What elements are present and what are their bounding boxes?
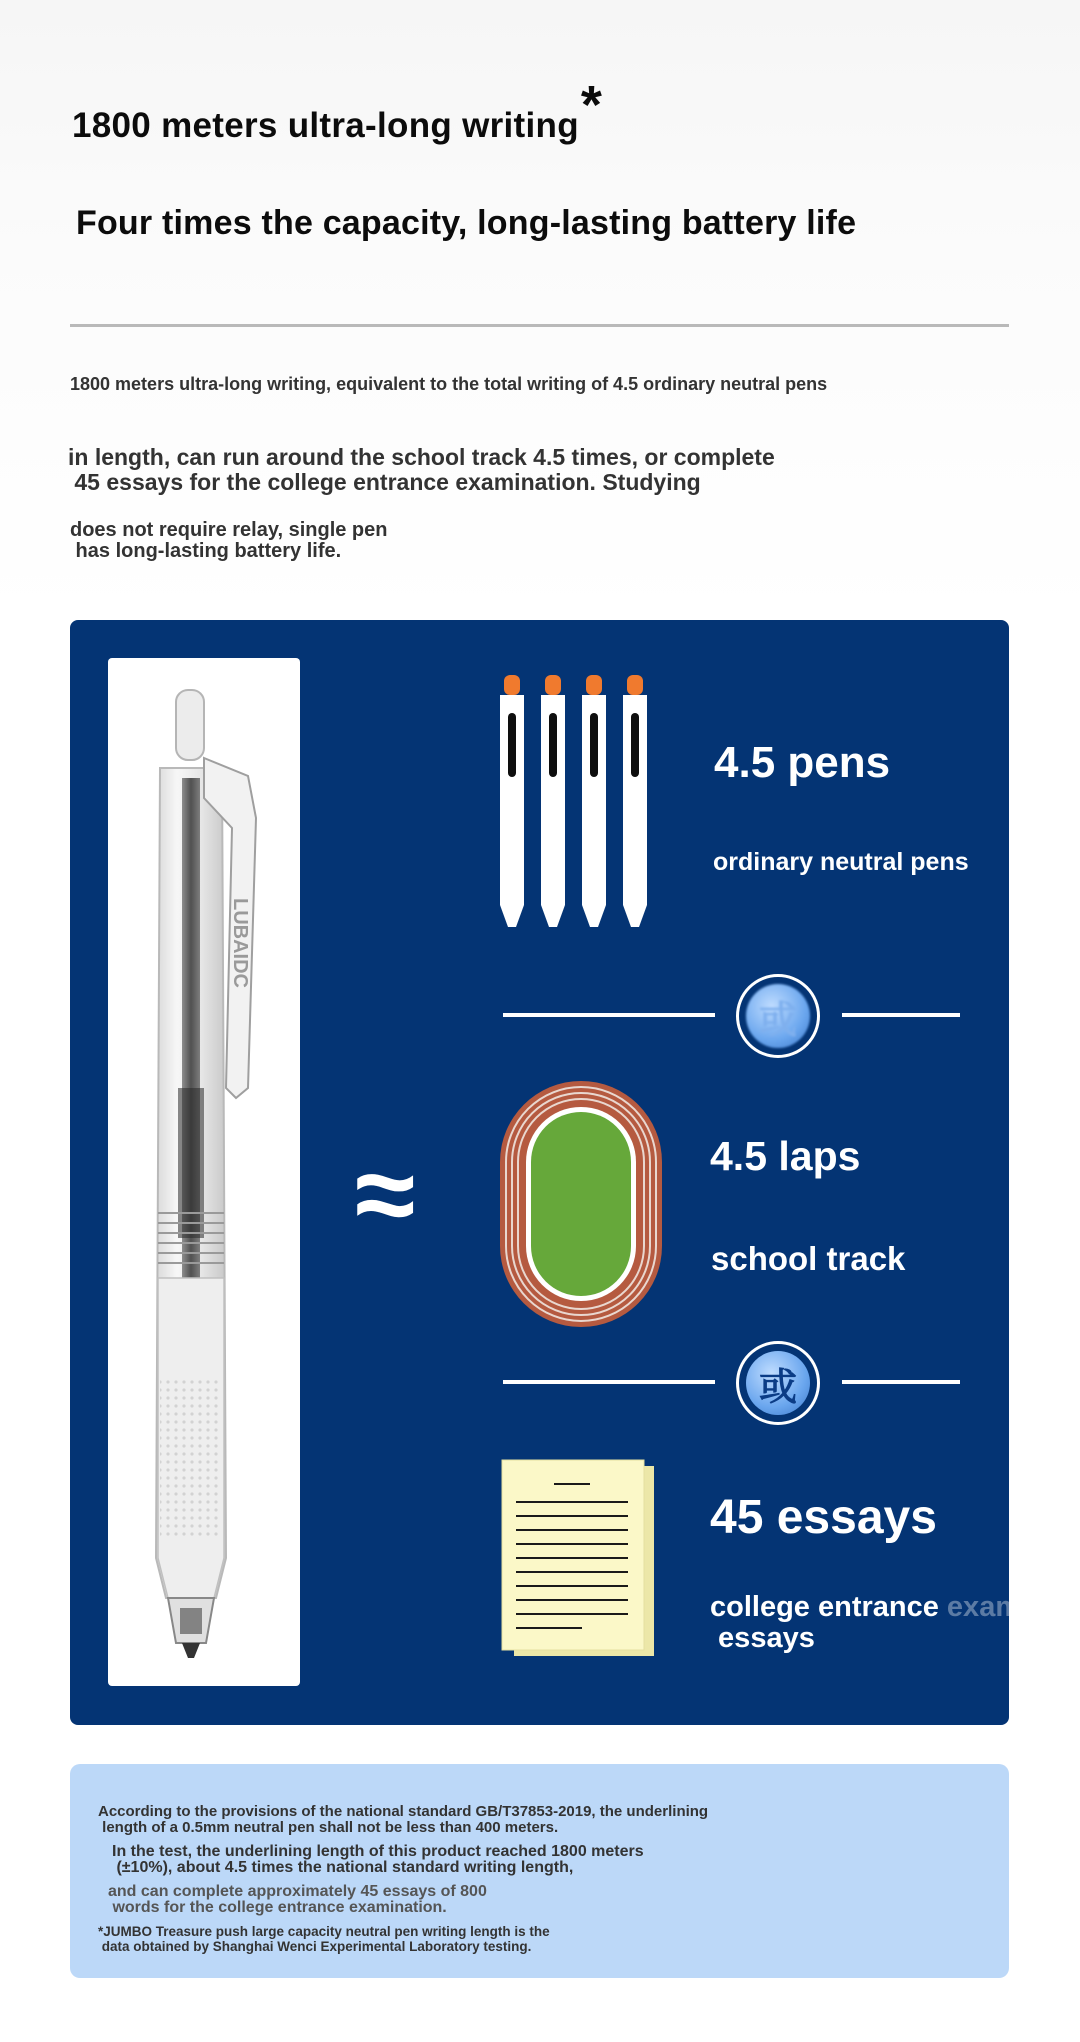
essays-label-faded: exam [938, 1591, 1022, 1623]
or-glyph-2: 或 [746, 1351, 810, 1415]
essays-label-main: college entrance [710, 1591, 939, 1623]
divider-rule [70, 324, 1009, 327]
footnote-box [70, 1764, 1009, 1978]
footnote-paragraph-2: In the test, the underlining length of this product reached 1800 meters (±10%), about 4.5 times the national standard writing length, [112, 1843, 644, 1876]
headline [72, 75, 603, 150]
footnote-paragraph-3: and can complete approximately 45 essays of 800 words for the college entrance examination. [108, 1883, 487, 1916]
pen-product-card [108, 658, 300, 1686]
essays-label-line2: essays [710, 1622, 815, 1654]
school-track-icon [498, 1079, 664, 1329]
laps-value: 4.5 laps [710, 1133, 861, 1179]
essays-label [710, 1592, 1021, 1654]
or-badge-2 [736, 1341, 820, 1425]
pens-value: 4.5 pens [714, 738, 891, 787]
intro-line-1: 1800 meters ultra-long writing, equivalent to the total writing of 4.5 ordinary neutral pens [70, 374, 828, 394]
essay-paper-icon [502, 1460, 658, 1660]
approximately-equal-symbol: ≈ [355, 1133, 416, 1256]
intro-line-3: does not require relay, single pen has long-lasting battery life. [70, 519, 388, 562]
retractable-pen-illustration [108, 658, 300, 1686]
four-pens-icon [500, 675, 660, 955]
comparison-panel [70, 620, 1022, 1725]
or-glyph-1: 或 [746, 984, 810, 1048]
laps-label: school track [711, 1240, 906, 1277]
or-badge-1 [736, 974, 820, 1058]
subheadline: Four times the capacity, long-lasting battery life [76, 204, 857, 242]
essays-value: 45 essays [710, 1491, 937, 1544]
intro-line-2: in length, can run around the school track 4.5 times, or complete 45 essays for the college entrance examination. Studying [68, 444, 775, 495]
footnote-paragraph-1: According to the provisions of the national standard GB/T37853-2019, the underlining length of a 0.5mm neutral pen shall not be less than 400 meters. [98, 1803, 709, 1836]
headline-text: 1800 meters ultra-long writing [72, 106, 579, 145]
separator-line-left-1 [503, 1013, 715, 1017]
separator-line-right-2 [842, 1380, 960, 1384]
footnote-paragraph-4: *JUMBO Treasure push large capacity neutral pen writing length is the data obtained by Shanghai Wenci Experimental Laboratory testing. [98, 1924, 550, 1954]
separator-line-left-2 [503, 1380, 715, 1384]
separator-line-right-1 [842, 1013, 960, 1017]
headline-asterisk: * [580, 75, 603, 135]
pen-brand-text: LUBAIDC [229, 898, 251, 988]
pens-label: ordinary neutral pens [713, 848, 969, 876]
